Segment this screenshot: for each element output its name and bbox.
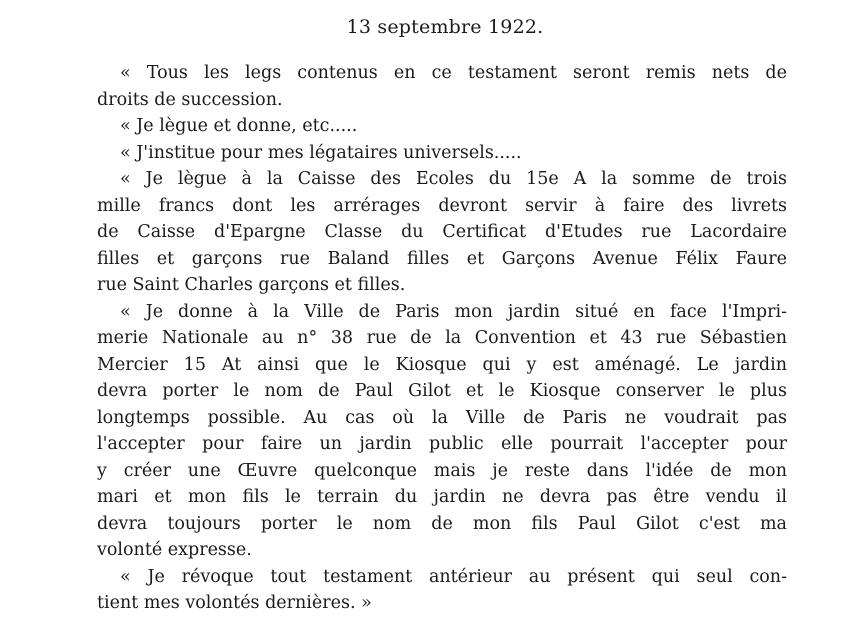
text-line: devra porter le nom de Paul Gilot et le Kiosque conserver le plus [97,381,787,401]
text-line: mille francs dont les arrérages devront servir à faire des livrets [97,195,787,216]
text-line: tient mes volontés dernières. » [97,593,372,613]
text-line: « Je lègue et donne, etc..... [120,116,358,136]
text-line: merie Nationale au n° 38 rue de la Convention et 43 rue Sébastien [97,328,787,348]
text-line: « Je lègue à la Caisse des Ecoles du 15e A la somme de trois [120,169,787,189]
text-line: Mercier 15 At ainsi que le Kiosque qui y est aménagé. Le jardin [97,354,787,375]
document-date: 13 septembre 1922. [346,16,544,38]
document-body [97,60,787,617]
text-line: filles et garçons rue Baland filles et Garçons Avenue Félix Faure [97,248,787,269]
text-line: de Caisse d'Epargne Classe du Certificat d'Etudes rue Lacordaire [97,222,787,242]
text-line: rue Saint Charles garçons et filles. [97,275,406,295]
text-line: mari et mon fils le terrain du jardin ne devra pas être vendu il [97,487,787,507]
text-line: devra toujours porter le nom de mon fils Paul Gilot c'est ma [97,513,787,534]
text-line: « Je révoque tout testament antérieur au présent qui seul con- [120,566,787,587]
text-line: y créer une Œuvre quelconque mais je reste dans l'idée de mon [97,460,787,481]
text-line: longtemps possible. Au cas où la Ville de Paris ne voudrait pas [97,407,787,428]
text-line: volonté expresse. [97,540,252,560]
text-line: « Je donne à la Ville de Paris mon jardin situé en face l'Impri- [120,301,787,322]
text-line: « Tous les legs contenus en ce testament seront remis nets de [120,63,787,83]
text-line: l'accepter pour faire un jardin public elle pourrait l'accepter pour [97,434,787,454]
text-line: « J'institue pour mes légataires universels..... [120,142,522,163]
text-line: droits de succession. [97,89,283,110]
